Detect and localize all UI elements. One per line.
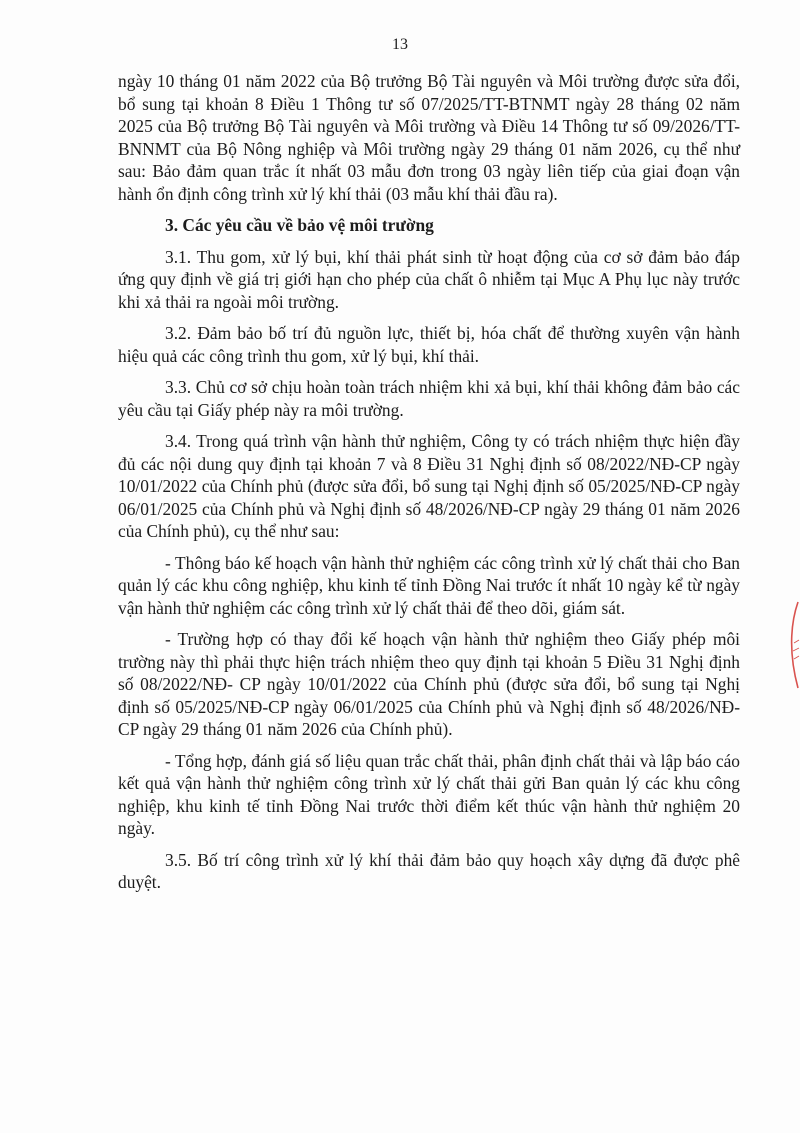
- paragraph-3-2: 3.2. Đảm bảo bố trí đủ nguồn lực, thiết bị, hóa chất để thường xuyên vận hành hiệu quả các công trình thu gom, xử lý bụi, khí thải.: [118, 323, 740, 366]
- bullet-report-results: - Tổng hợp, đánh giá số liệu quan trắc chất thải, phân định chất thải và lập báo cáo kết quả vận hành thử nghiệm công trình xử lý chất thải gửi Ban quản lý các khu công nghiệp, khu kinh tế tỉnh Đồng Nai trước thời điểm kết thúc vận hành thử nghiệm 20 ngày.: [118, 750, 740, 838]
- page-number: 13: [392, 36, 408, 53]
- document-body: [118, 70, 740, 903]
- paragraph-3-5: 3.5. Bố trí công trình xử lý khí thải đảm bảo quy hoạch xây dựng đã được phê duyệt.: [118, 849, 740, 892]
- paragraph-3-4: 3.4. Trong quá trình vận hành thử nghiệm, Công ty có trách nhiệm thực hiện đầy đủ các nội dung quy định tại khoản 7 và 8 Điều 31 Nghị định số 08/2022/NĐ-CP ngày 10/01/2022 của Chính phủ (được sửa đổi, bổ sung tại Nghị định số 05/2025/NĐ-CP ngày 06/01/2025 của Chính phủ và Nghị định số 48/2026/NĐ-CP ngày 29 tháng 01 năm 2026 của Chính phủ), cụ thể như sau:: [118, 431, 740, 541]
- seal-edge-mark: [786, 600, 800, 690]
- bullet-change-plan: - Trường hợp có thay đổi kế hoạch vận hành thử nghiệm theo Giấy phép môi trường này thì phải thực hiện trách nhiệm theo quy định tại khoản 5 Điều 31 Nghị định số 08/2022/NĐ- CP ngày 10/01/2022 của Chính phủ (được sửa đổi, bổ sung tại Nghị định số 05/2025/NĐ-CP ngày 06/01/2025 của Chính phủ và Nghị định số 48/2026/NĐ-CP ngày 29 tháng 01 năm 2026 của Chính phủ).: [118, 629, 740, 739]
- bullet-notify-plan: - Thông báo kế hoạch vận hành thử nghiệm các công trình xử lý chất thải cho Ban quản lý các khu công nghiệp, khu kinh tế tỉnh Đồng Nai trước ít nhất 10 ngày kể từ ngày vận hành thử nghiệm các công trình xử lý chất thải để theo dõi, giám sát.: [118, 552, 740, 618]
- paragraph-3-1: 3.1. Thu gom, xử lý bụi, khí thải phát sinh từ hoạt động của cơ sở đảm bảo đáp ứng quy định về giá trị giới hạn cho phép của chất ô nhiễm tại Mục A Phụ lục này trước khi xả thải ra ngoài môi trường.: [118, 246, 740, 312]
- section-heading-3: 3. Các yêu cầu về bảo vệ môi trường: [165, 215, 434, 235]
- paragraph-continuation: ngày 10 tháng 01 năm 2022 của Bộ trưởng Bộ Tài nguyên và Môi trường được sửa đổi, bổ sung tại khoản 8 Điều 1 Thông tư số 07/2025/TT-BTNMT ngày 28 tháng 02 năm 2025 của Bộ trưởng Bộ Tài nguyên và Môi trường và Điều 14 Thông tư số 09/2026/TT-BNNMT của Bộ Nông nghiệp và Môi trường ngày 29 tháng 01 năm 2026, cụ thể như sau: Bảo đảm quan trắc ít nhất 03 mẫu đơn trong 03 ngày liên tiếp của giai đoạn vận hành ổn định công trình xử lý khí thải (03 mẫu khí thải đầu ra).: [118, 71, 740, 204]
- paragraph-3-3: 3.3. Chủ cơ sở chịu hoàn toàn trách nhiệm khi xả bụi, khí thải không đảm bảo các yêu cầu tại Giấy phép này ra môi trường.: [118, 377, 740, 420]
